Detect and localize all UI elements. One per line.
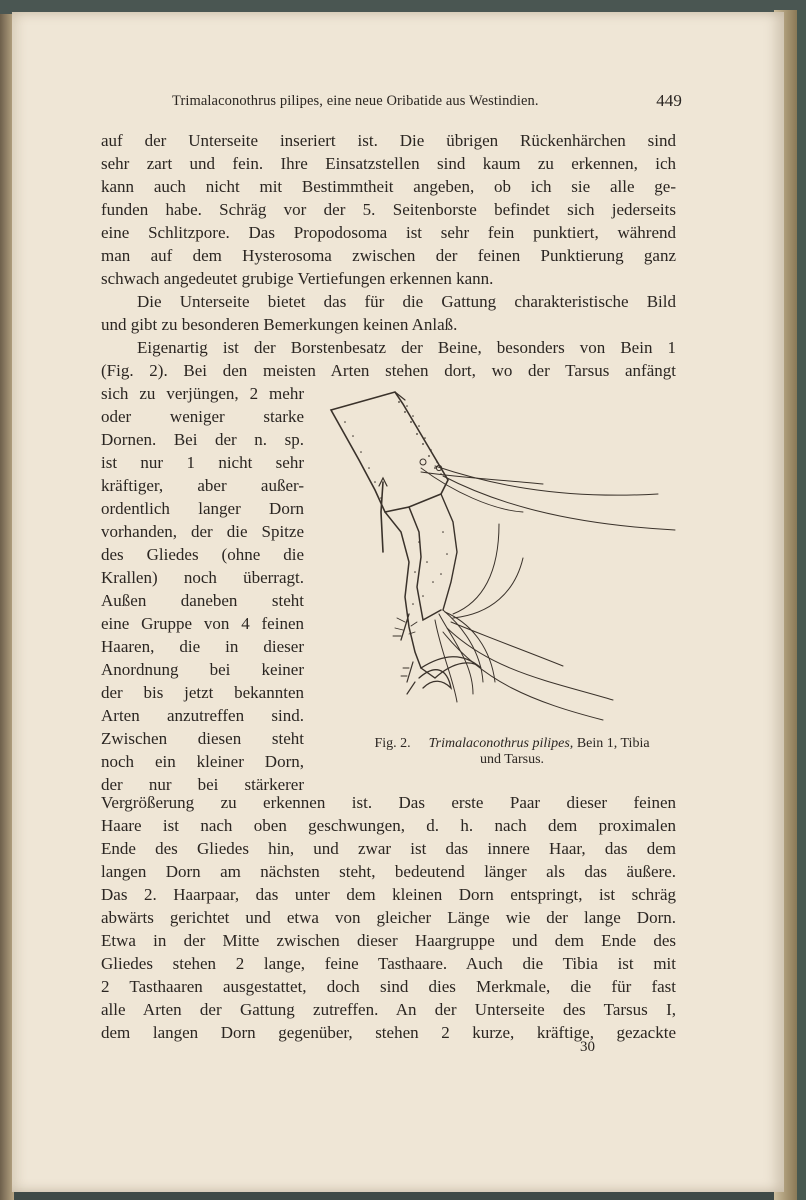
text-line: Gliedes stehen 2 lange, feine Tasthaare. Auch die Tibia ist mit: [101, 954, 676, 973]
text-line: Dornen. Bei der n. sp.: [101, 430, 304, 449]
text-line: dem langen Dorn gegenüber, stehen 2 kurze, kräftige, gezackte: [101, 1023, 676, 1042]
leg-illustration: [323, 382, 685, 740]
text-line: alle Arten der Gattung zutreffen. An der Unterseite des Tarsus I,: [101, 1000, 676, 1019]
caption-rest: Bein 1, Tibia: [576, 736, 650, 751]
figure-caption: [327, 736, 697, 768]
text-line: Eigenartig ist der Borstenbesatz der Beine, besonders von Bein 1: [137, 338, 676, 357]
caption-line-1: [327, 736, 697, 752]
page-header: [172, 93, 682, 115]
text-line: Etwa in der Mitte zwischen dieser Haargruppe und dem Ende des: [101, 931, 676, 950]
text-line: der nur bei stärkerer: [101, 775, 304, 794]
text-line: der bis jetzt bekannten: [101, 683, 304, 702]
text-line: Haare ist nach oben geschwungen, d. h. nach dem proximalen: [101, 816, 676, 835]
caption-line-2: und Tarsus.: [479, 752, 545, 767]
text-line: (Fig. 2). Bei den meisten Arten stehen dort, wo der Tarsus anfängt: [101, 361, 676, 380]
text-line: sehr zart und fein. Ihre Einsatzstellen sind kaum zu erkennen, ich: [101, 154, 676, 173]
text-line: Haaren, die in dieser: [101, 637, 304, 656]
figure-label: Fig. 2.: [374, 736, 411, 751]
text-line: kräftiger, aber außer-: [101, 476, 304, 495]
text-line: Anordnung bei keiner: [101, 660, 304, 679]
text-line: des Gliedes (ohne die: [101, 545, 304, 564]
text-line: ordentlich langer Dorn: [101, 499, 304, 518]
text-line: abwärts gerichtet und etwa von gleicher Länge wie der lange Dorn.: [101, 908, 676, 927]
text-line: ist nur 1 nicht sehr: [101, 453, 304, 472]
text-line: langen Dorn am nächsten steht, bedeutend länger als das äußere.: [101, 862, 676, 881]
text-line: vorhanden, der die Spitze: [101, 522, 304, 541]
text-line: kann auch nicht mit Bestimmtheit angeben, ob ich sie alle ge-: [101, 177, 676, 196]
text-line: Die Unterseite bietet das für die Gattung charakteristische Bild: [137, 292, 676, 311]
text-line: und gibt zu besonderen Bemerkungen keinen Anlaß.: [101, 315, 458, 334]
text-line: oder weniger starke: [101, 407, 304, 426]
body-text-side: [101, 382, 304, 796]
text-line: Zwischen diesen steht: [101, 729, 304, 748]
text-line: auf der Unterseite inseriert ist. Die übrigen Rückenhärchen sind: [101, 131, 676, 150]
text-line: funden habe. Schräg vor der 5. Seitenborste befindet sich jederseits: [101, 200, 676, 219]
text-line: schwach angedeutet grubige Vertiefungen erkennen kann.: [101, 269, 494, 288]
text-line: Das 2. Haarpaar, das unter dem kleinen Dorn entspringt, ist schräg: [101, 885, 676, 904]
text-line: Arten anzutreffen sind.: [101, 706, 304, 725]
species-name: Trimalaconothrus pilipes,: [428, 736, 574, 751]
book-cover-edge: [797, 10, 806, 1200]
text-line: noch ein kleiner Dorn,: [101, 752, 304, 771]
page-number: 449: [656, 91, 682, 110]
text-line: man auf dem Hysterosoma zwischen der feinen Punktierung ganz: [101, 246, 676, 265]
text-line: sich zu verjüngen, 2 mehr: [101, 384, 304, 403]
signature-mark: 30: [580, 1039, 595, 1055]
text-line: Ende des Gliedes hin, und zwar ist das innere Haar, das dem: [101, 839, 676, 858]
text-line: Außen daneben steht: [101, 591, 304, 610]
body-text-bottom: [101, 791, 676, 1044]
text-line: Krallen) noch überragt.: [101, 568, 304, 587]
text-line: Vergrößerung zu erkennen ist. Das erste Paar dieser feinen: [101, 793, 676, 812]
text-line: 2 Tasthaaren ausgestattet, doch sind dies Merkmale, die für fast: [101, 977, 676, 996]
body-text-top: [101, 129, 676, 382]
running-title: Trimalaconothrus pilipes, eine neue Oribatide aus Westindien.: [172, 93, 539, 109]
text-line: eine Schlitzpore. Das Propodosoma ist sehr fein punktiert, während: [101, 223, 676, 242]
text-line: eine Gruppe von 4 feinen: [101, 614, 304, 633]
